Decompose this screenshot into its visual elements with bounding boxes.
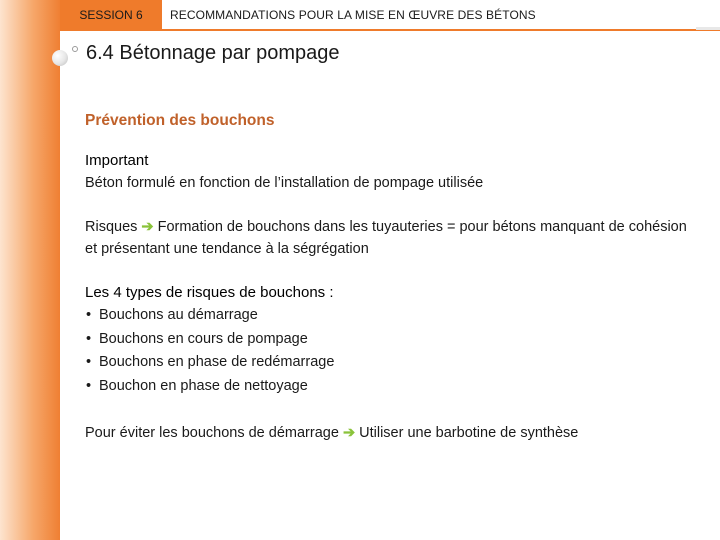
small-circle-bullet-icon [72, 46, 78, 52]
left-gradient-bar [0, 0, 60, 540]
sphere-bullet-icon [52, 50, 68, 66]
avoid-paragraph [85, 422, 695, 444]
important-label: Important [85, 152, 149, 169]
list-item: • Bouchons au démarrage [85, 304, 695, 328]
risk-types-list [85, 304, 695, 398]
right-arrow-icon: ➔ [141, 219, 154, 235]
important-text: Béton formulé en fonction de l’installation de pompage utilisée [85, 175, 484, 191]
avoid-action: Utiliser une barbotine de synthèse [355, 425, 579, 441]
header-divider [60, 29, 720, 31]
slide-title: 6.4 Bétonnage par pompage [86, 42, 340, 64]
section-heading: Prévention des bouchons [85, 112, 275, 129]
header-divider-tick [696, 27, 720, 30]
list-item: • Bouchon en phase de nettoyage [85, 375, 695, 399]
risks-label: Risques [85, 219, 138, 235]
right-arrow-icon: ➔ [342, 425, 356, 441]
risks-text: Formation de bouchons dans les tuyauteries = pour bétons manquant de cohésion et présentant une tendance à la ségrégation [85, 219, 687, 257]
session-tab: SESSION 6 [60, 0, 162, 30]
avoid-text: Pour éviter les bouchons de démarrage [85, 425, 339, 441]
slide-content [85, 110, 695, 444]
list-item: • Bouchons en phase de redémarrage [85, 351, 695, 375]
risks-paragraph [85, 216, 695, 260]
types-heading: Les 4 types de risques de bouchons : [85, 284, 334, 301]
header-title: RECOMMANDATIONS POUR LA MISE EN ŒUVRE DES BÉTONS [170, 8, 536, 22]
list-item: • Bouchons en cours de pompage [85, 328, 695, 352]
